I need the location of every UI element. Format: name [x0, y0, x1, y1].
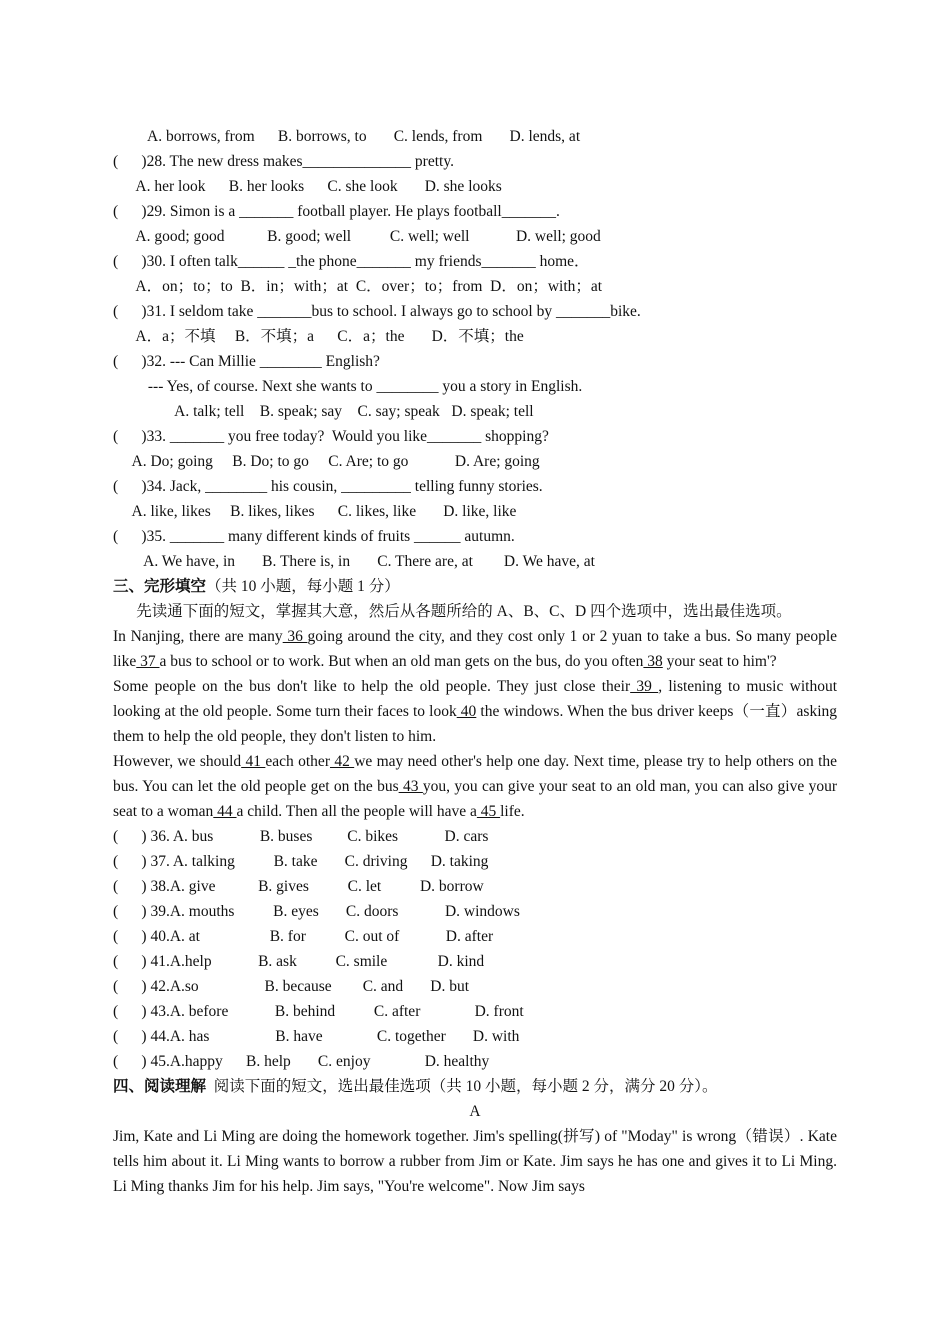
- cloze-option-37: ( ) 37. A. talking B. take C. driving D. taking: [113, 853, 489, 870]
- question-28-options: A. her look B. her looks C. she look D. she looks: [113, 178, 502, 195]
- cloze-option-43: ( ) 43.A. before B. behind C. after D. front: [113, 1003, 524, 1020]
- cloze-paragraph-2: [113, 674, 837, 749]
- cloze-option-39: ( ) 39.A. mouths B. eyes C. doors D. windows: [113, 903, 520, 920]
- cloze-option-42: ( ) 42.A.so B. because C. and D. but: [113, 978, 470, 995]
- cloze-blank-43: 43: [398, 778, 423, 795]
- cloze-text: a bus to school or to work. But when an old man gets on the bus, do you often: [159, 653, 644, 670]
- question-29-options: A. good; good B. good; well C. well; well D. well; good: [113, 228, 601, 245]
- cloze-blank-42: 42: [329, 753, 355, 770]
- question-31-options: A．a；不填 B．不填；a C．a；the D．不填；the: [113, 328, 524, 345]
- cloze-text: life.: [500, 803, 525, 820]
- cloze-text: each other: [265, 753, 330, 770]
- cloze-blank-39: 39: [630, 678, 659, 695]
- cloze-option-44: ( ) 44.A. has B. have C. together D. with: [113, 1028, 520, 1045]
- question-31: ( )31. I seldom take _______bus to school. I always go to school by _______bike.: [113, 303, 641, 320]
- cloze-text: a child. Then all the people will have a: [236, 803, 477, 820]
- passage-label: A: [469, 1103, 481, 1120]
- cloze-blank-37: 37: [136, 653, 160, 670]
- question-28: ( )28. The new dress makes______________ pretty.: [113, 153, 454, 170]
- section-3-heading: [113, 574, 837, 599]
- cloze-text: going around the city, and they cost only 1 or 2 yuan to take a bus. So many people like: [113, 628, 838, 670]
- question-34: ( )34. Jack, ________ his cousin, _________ telling funny stories.: [113, 478, 543, 495]
- reading-passage-a: Jim, Kate and Li Ming are doing the homework together. Jim's spelling(拼写) of "Moday" is wrong（错误）. Kate tells him about it. Li Ming wants to borrow a rubber from Jim or Kate. Jim says he has one and gives it to Li Ming. Li Ming thanks Jim for his help. Jim says, "You're welcome". Now Jim says: [113, 1128, 837, 1195]
- question-32-options: A. talk; tell B. speak; say C. say; speak D. speak; tell: [113, 403, 534, 420]
- cloze-option-40: ( ) 40.A. at B. for C. out of D. after: [113, 928, 494, 945]
- cloze-text: your seat to him'?: [662, 653, 777, 670]
- cloze-option-45: ( ) 45.A.happy B. help C. enjoy D. healthy: [113, 1053, 490, 1070]
- cloze-blank-38: 38: [643, 653, 663, 670]
- cloze-paragraph-3: [113, 749, 837, 824]
- cloze-text: In Nanjing, there are many: [113, 628, 283, 645]
- cloze-text: the windows. When the bus driver keeps（一直）asking them to help the old people, they don't listen to him.: [113, 703, 837, 745]
- section-3-instruction: 先读通下面的短文，掌握其大意，然后从各题所给的 A、B、C、D 四个选项中，选出最佳选项。: [113, 603, 792, 620]
- question-32: ( )32. --- Can Millie ________ English?: [113, 353, 380, 370]
- cloze-text: , listening to music without looking at the old people. Some turn their faces to look: [113, 678, 837, 720]
- cloze-blank-36: 36: [282, 628, 308, 645]
- question-34-options: A. like, likes B. likes, likes C. likes, like D. like, like: [113, 503, 517, 520]
- question-27-options: A. borrows, from B. borrows, to C. lends, from D. lends, at: [113, 128, 581, 145]
- question-35: ( )35. _______ many different kinds of fruits ______ autumn.: [113, 528, 515, 545]
- section-4-title: 四、阅读理解: [113, 1078, 207, 1095]
- question-33: ( )33. _______ you free today? Would you like_______ shopping?: [113, 428, 549, 445]
- cloze-option-38: ( ) 38.A. give B. gives C. let D. borrow: [113, 878, 484, 895]
- question-29: ( )29. Simon is a _______ football player. He plays football_______.: [113, 203, 560, 220]
- cloze-text: we may need other's help one day. Next time, please try to help others on the bus. You can let the old people get on the bus: [113, 753, 838, 795]
- question-33-options: A. Do; going B. Do; to go C. Are; to go D. Are; going: [113, 453, 540, 470]
- cloze-text: Some people on the bus don't like to help the old people. They just close their: [113, 678, 631, 695]
- cloze-blank-45: 45: [476, 803, 501, 820]
- cloze-option-41: ( ) 41.A.help B. ask C. smile D. kind: [113, 953, 485, 970]
- section-4-heading: [113, 1074, 837, 1099]
- question-35-options: A. We have, in B. There is, in C. There are, at D. We have, at: [113, 553, 595, 570]
- cloze-blank-41: 41: [241, 753, 266, 770]
- question-32-reply: --- Yes, of course. Next she wants to ________ you a story in English.: [113, 378, 583, 395]
- cloze-blank-40: 40: [456, 703, 477, 720]
- cloze-paragraph-1: [113, 624, 837, 674]
- section-3-title: 三、完形填空: [113, 578, 207, 595]
- page-content: [113, 124, 837, 1199]
- section-3-title-rest: （共 10 小题，每小题 1 分）: [206, 578, 400, 595]
- question-30-options: A．on；to；to B．in；with；at C．over；to；from D．on；with；at: [113, 278, 603, 295]
- cloze-option-36: ( ) 36. A. bus B. buses C. bikes D. cars: [113, 828, 489, 845]
- section-4-title-rest: 阅读下面的短文，选出最佳选项（共 10 小题，每小题 2 分，满分 20 分）。: [206, 1078, 718, 1095]
- question-30: ( )30. I often talk______ _the phone_______ my friends_______ home．: [113, 253, 590, 270]
- cloze-blank-44: 44: [213, 803, 237, 820]
- cloze-text: However, we should: [113, 753, 242, 770]
- cloze-text: you, you can give your seat to an old man, you can also give your seat to a woman: [113, 778, 837, 820]
